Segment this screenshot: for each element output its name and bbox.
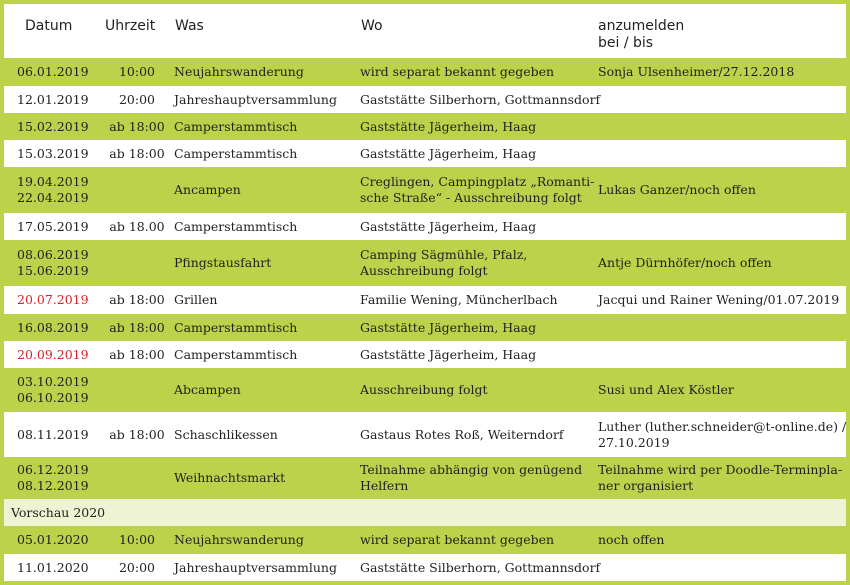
- registration-cell-line: Jacqui und Rainer Wening/01.07.2019: [598, 292, 840, 307]
- time-cell: [102, 368, 172, 412]
- location-cell-line: Gaststätte Jägerheim, Haag: [360, 319, 537, 335]
- registration-cell: [598, 240, 843, 286]
- date-cell: [17, 86, 102, 113]
- location-cell-line: Ausschreibung folgt: [360, 263, 488, 278]
- registration-cell: [598, 412, 847, 457]
- table-row: [4, 368, 846, 412]
- table-row: [4, 412, 846, 457]
- table-row: [4, 286, 846, 314]
- location-cell-line: sche Straße“ - Ausschreibung folgt: [360, 190, 582, 205]
- registration-cell-line: Luther (luther.schneider@t-online.de) /: [598, 418, 847, 434]
- time-cell: ab 18:00: [109, 292, 165, 307]
- registration-cell: [598, 314, 843, 341]
- location-cell: [360, 240, 592, 286]
- registration-cell: [598, 286, 843, 314]
- location-cell-line: Gaststätte Silberhorn, Gottmannsdorf: [360, 91, 601, 107]
- location-cell-line: Creglingen, Campingplatz „Romanti-: [360, 174, 595, 189]
- event-cell: Camperstammtisch: [174, 118, 298, 134]
- date-cell: [17, 58, 102, 86]
- table-row: [4, 314, 846, 341]
- location-cell: [360, 412, 592, 457]
- date-cell: [17, 113, 102, 140]
- location-cell: [360, 368, 592, 412]
- location-cell-line: Gaststätte Jägerheim, Haag: [360, 145, 537, 161]
- registration-cell-line: ner organisiert: [598, 478, 694, 493]
- registration-cell: [598, 86, 843, 113]
- header-anmelden-line1: anzumelden: [598, 18, 685, 34]
- location-cell: [360, 554, 601, 581]
- event-cell: Jahreshauptversammlung: [174, 91, 337, 107]
- event-cell: Camperstammtisch: [174, 218, 298, 234]
- time-cell: [102, 240, 172, 286]
- registration-cell-line: Lukas Ganzer/noch offen: [598, 182, 756, 197]
- date-cell-line: 12.01.2019: [17, 91, 89, 107]
- time-cell: ab 18:00: [109, 118, 165, 134]
- date-cell-line: 08.06.2019: [17, 247, 89, 262]
- registration-cell: [598, 554, 843, 581]
- time-cell: 10:00: [118, 64, 156, 79]
- location-cell: [360, 213, 592, 240]
- table-row: [4, 58, 846, 86]
- event-cell: Weihnachtsmarkt: [174, 470, 286, 485]
- date-cell-line: 15.03.2019: [17, 145, 89, 161]
- time-cell: [102, 167, 172, 213]
- event-cell: Abcampen: [174, 382, 241, 397]
- date-cell-line: 20.07.2019: [17, 292, 89, 307]
- location-cell: [360, 58, 592, 86]
- table-row: [4, 457, 846, 499]
- date-cell-line: 05.01.2020: [17, 532, 89, 547]
- registration-cell-line: Antje Dürnhöfer/noch offen: [598, 255, 772, 270]
- table-row: [4, 86, 846, 113]
- location-cell-line: Gaststätte Jägerheim, Haag: [360, 218, 537, 234]
- table-row: [4, 554, 846, 581]
- table-row: [4, 140, 846, 167]
- time-cell: ab 18:00: [109, 145, 165, 161]
- date-cell-line: 15.06.2019: [17, 263, 89, 278]
- location-cell: [360, 113, 592, 140]
- date-cell-line: 22.04.2019: [17, 190, 89, 205]
- location-cell-line: Gaststätte Jägerheim, Haag: [360, 118, 537, 134]
- date-cell-line: 16.08.2019: [17, 319, 89, 335]
- location-cell: [360, 86, 601, 113]
- date-cell-line: 06.10.2019: [17, 390, 89, 405]
- location-cell: [360, 140, 592, 167]
- date-cell: [17, 457, 102, 499]
- location-cell-line: Camping Sägmühle, Pfalz,: [360, 247, 528, 262]
- event-cell: Camperstammtisch: [174, 346, 298, 362]
- table-row: [4, 213, 846, 240]
- header-anmelden-line2: bei / bis: [598, 35, 654, 51]
- event-cell: Neujahrswanderung: [174, 64, 304, 79]
- date-cell-line: 08.12.2019: [17, 478, 89, 493]
- time-cell: ab 18:00: [109, 319, 165, 335]
- registration-cell: [598, 368, 843, 412]
- date-cell: [17, 213, 102, 240]
- date-cell-line: 08.11.2019: [17, 426, 89, 442]
- time-cell: ab 18:00: [109, 346, 165, 362]
- table-row: [4, 526, 846, 554]
- header-uhrzeit: Uhrzeit: [105, 18, 156, 34]
- event-cell: Pfingstausfahrt: [174, 255, 272, 270]
- location-cell-line: Gaststätte Jägerheim, Haag: [360, 346, 537, 362]
- registration-cell-line: Teilnahme wird per Doodle-Terminpla-: [598, 462, 843, 477]
- date-cell: [17, 314, 102, 341]
- date-cell: [17, 412, 102, 457]
- table-row: [4, 240, 846, 286]
- time-cell: ab 18:00: [109, 426, 165, 442]
- event-cell: Neujahrswanderung: [174, 532, 304, 547]
- date-cell: [17, 341, 102, 368]
- date-cell: [17, 167, 102, 213]
- date-cell-line: 15.02.2019: [17, 118, 89, 134]
- table-row: [4, 341, 846, 368]
- registration-cell-line: 27.10.2019: [598, 434, 670, 450]
- location-cell-line: Helfern: [360, 478, 409, 493]
- table-row: [4, 113, 846, 140]
- registration-cell-line: Susi und Alex Köstler: [598, 382, 734, 397]
- registration-cell: [598, 213, 843, 240]
- location-cell: [360, 286, 592, 314]
- registration-cell: [598, 58, 843, 86]
- date-cell-line: 17.05.2019: [17, 218, 89, 234]
- date-cell: [17, 368, 102, 412]
- event-cell: Jahreshauptversammlung: [174, 559, 337, 575]
- event-table: [4, 4, 846, 581]
- registration-cell-line: noch offen: [598, 532, 665, 547]
- date-cell: [17, 526, 102, 554]
- date-cell-line: 03.10.2019: [17, 374, 89, 389]
- location-cell: [360, 526, 592, 554]
- location-cell-line: Familie Wening, Müncherlbach: [360, 292, 558, 307]
- table-header: [4, 4, 846, 58]
- registration-cell: [598, 140, 843, 167]
- section-row-preview: [4, 499, 846, 526]
- registration-cell: [598, 167, 843, 213]
- header-datum: Datum: [25, 18, 73, 34]
- date-cell-line: 19.04.2019: [17, 174, 89, 189]
- registration-cell: [598, 457, 843, 499]
- time-cell: 20:00: [118, 559, 156, 575]
- location-cell-line: wird separat bekannt gegeben: [360, 532, 555, 547]
- table-row: [4, 167, 846, 213]
- header-wo: Wo: [361, 18, 383, 34]
- date-cell: [17, 554, 102, 581]
- time-cell: ab 18.00: [109, 218, 165, 234]
- time-cell: 20:00: [118, 91, 156, 107]
- date-cell: [17, 240, 102, 286]
- date-cell-line: 11.01.2020: [17, 559, 89, 575]
- time-cell: [102, 457, 172, 499]
- date-cell-line: 06.01.2019: [17, 64, 89, 79]
- registration-cell-line: Sonja Ulsenheimer/27.12.2018: [598, 64, 795, 79]
- location-cell-line: Teilnahme abhängig von genügend: [360, 462, 583, 477]
- registration-cell: [598, 341, 843, 368]
- location-cell-line: wird separat bekannt gegeben: [360, 64, 555, 79]
- section-label: Vorschau 2020: [11, 504, 106, 520]
- event-cell: Camperstammtisch: [174, 319, 298, 335]
- date-cell: [17, 286, 102, 314]
- header-was: Was: [175, 18, 204, 34]
- location-cell-line: Ausschreibung folgt: [360, 382, 488, 397]
- location-cell: [360, 341, 592, 368]
- date-cell-line: 06.12.2019: [17, 462, 89, 477]
- event-cell: Ancampen: [174, 182, 241, 197]
- event-cell: Schaschlikessen: [174, 426, 278, 442]
- location-cell: [360, 314, 592, 341]
- event-cell: Camperstammtisch: [174, 145, 298, 161]
- registration-cell: [598, 526, 843, 554]
- location-cell: [360, 167, 595, 213]
- location-cell-line: Gastaus Rotes Roß, Weiterndorf: [360, 426, 564, 442]
- registration-cell: [598, 113, 843, 140]
- date-cell-line: 20.09.2019: [17, 346, 89, 362]
- location-cell: [360, 457, 592, 499]
- location-cell-line: Gaststätte Silberhorn, Gottmannsdorf: [360, 559, 601, 575]
- time-cell: 10:00: [118, 532, 156, 547]
- date-cell: [17, 140, 102, 167]
- event-cell: Grillen: [174, 292, 218, 307]
